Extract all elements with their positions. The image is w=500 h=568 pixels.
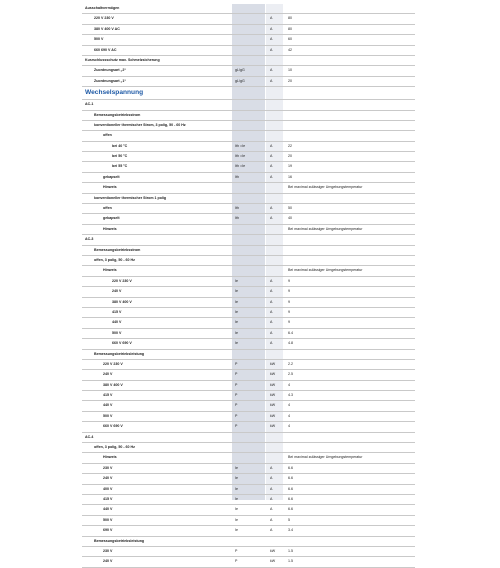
spec-symbol: Ith [235,206,239,211]
spec-label: bei 50 °C [112,154,128,159]
spec-label: Bemessungsbetriebsstrom [94,247,141,252]
spec-symbol: Ie [235,330,238,335]
spec-row [82,318,415,328]
spec-row [82,557,415,567]
spec-value: 9 [288,299,290,304]
spec-row [82,401,415,411]
spec-row [82,100,415,110]
spec-label: 240 V [103,559,113,564]
spec-symbol: P [235,393,238,398]
spec-row [82,14,415,24]
spec-label: 440 V [112,320,122,325]
spec-unit: A [270,68,273,73]
spec-unit: kW [270,548,276,553]
spec-label: offen [103,206,112,211]
spec-label: 690 V [103,528,113,533]
spec-label: 240 V [103,476,113,481]
spec-row [82,329,415,339]
spec-unit: A [270,37,273,42]
spec-unit: A [270,496,273,501]
spec-unit: A [270,486,273,491]
spec-unit: A [270,143,273,148]
spec-value: 1.5 [288,559,293,564]
spec-unit: kW [270,559,276,564]
spec-row [82,516,415,526]
spec-symbol: P [235,559,238,564]
spec-row [82,287,415,297]
spec-symbol: Ie [235,476,238,481]
spec-symbol: Ie [235,341,238,346]
spec-value: 4.3 [288,393,293,398]
spec-unit: A [270,517,273,522]
spec-label: 660 V 690 V [103,424,123,429]
spec-row [82,173,415,183]
spec-label: 500 V [103,517,113,522]
spec-label: 240 V [112,289,122,294]
spec-row [82,35,415,45]
spec-row [82,25,415,35]
spec-symbol: Ith [235,216,239,221]
spec-label: AC-1 [85,102,94,107]
spec-value: 6.4 [288,330,293,335]
spec-value: 2.5 [288,372,293,377]
spec-symbol: P [235,424,238,429]
spec-label: 660 690 V AC [94,47,117,52]
spec-value: 22 [288,143,292,148]
spec-label: 415 V [103,393,113,398]
spec-label: 380 V 400 V [112,299,132,304]
section-title: Wechselspannung [85,89,144,97]
section-heading [82,87,415,100]
datasheet-page [82,0,415,564]
spec-symbol: Ie [235,496,238,501]
spec-label: Kurzschlussschutz max. Schmelzsicherung [85,57,160,62]
spec-label: Zuordnungsart „2“ [94,68,127,73]
spec-row [82,464,415,474]
spec-value: 80 [288,16,292,21]
spec-unit: kW [270,393,276,398]
spec-value: Bei maximal zulässiger Umgebungstemperatur [288,268,363,273]
spec-row [82,56,415,66]
spec-unit: kW [270,361,276,366]
spec-label: 415 V [112,309,122,314]
spec-value: 4 [288,424,290,429]
spec-row [82,111,415,121]
spec-value: 42 [288,47,292,52]
spec-label: Hinweis [103,455,117,460]
spec-value: 5 [288,517,290,522]
spec-unit: A [270,174,273,179]
spec-unit: A [270,278,273,283]
spec-row [82,391,415,401]
spec-label: Hinweis [103,226,117,231]
spec-symbol: Ie [235,299,238,304]
spec-label: Ausschaltvermögen [85,6,120,10]
spec-unit: A [270,309,273,314]
spec-symbol: P [235,372,238,377]
spec-label: 380 V 400 V AC [94,26,120,31]
spec-row [82,152,415,162]
spec-unit: kW [270,413,276,418]
spec-row [82,235,415,245]
spec-row [82,256,415,266]
spec-label: 380 V 400 V [103,382,123,387]
spec-row [82,131,415,141]
spec-row [82,194,415,204]
spec-unit: A [270,16,273,21]
spec-row [82,277,415,287]
spec-label: AC-4 [85,434,94,439]
spec-unit: kW [270,372,276,377]
spec-value: 1.5 [288,548,293,553]
spec-value: 9 [288,320,290,325]
spec-row [82,381,415,391]
spec-row [82,505,415,515]
spec-unit: A [270,507,273,512]
spec-value: 4 [288,382,290,387]
spec-label: Bemessungsbetriebsstrom [94,112,141,117]
spec-symbol: Ie [235,289,238,294]
spec-unit: A [270,78,273,83]
spec-symbol: Ie [235,309,238,314]
spec-label: gekapselt [103,216,120,221]
spec-value: Bei maximal zulässiger Umgebungstemperatur [288,226,363,231]
spec-label: 440 V [103,403,113,408]
spec-value: 16 [288,174,292,179]
spec-row [82,422,415,432]
spec-label: gekapselt [103,174,120,179]
spec-unit: A [270,299,273,304]
spec-value: 40 [288,216,292,221]
spec-row [82,162,415,172]
spec-unit: A [270,289,273,294]
spec-symbol: Ie [235,528,238,533]
spec-value: 4 [288,413,290,418]
spec-unit: A [270,465,273,470]
spec-unit: A [270,330,273,335]
spec-label: bei 40 °C [112,143,128,148]
spec-symbol: Ith =Ie [235,164,246,169]
spec-row [82,350,415,360]
spec-symbol: Ie [235,486,238,491]
spec-row [82,121,415,131]
spec-label: offen, 3 polig, 50 - 60 Hz [94,257,135,262]
spec-label: Hinweis [103,185,117,190]
spec-value: 20 [288,154,292,159]
spec-symbol: Ie [235,320,238,325]
spec-symbol: P [235,403,238,408]
spec-table [82,4,415,568]
spec-value: 2.2 [288,361,293,366]
spec-value: Bei maximal zulässiger Umgebungstemperatur [288,455,363,460]
spec-symbol: gL/gG [235,78,245,83]
spec-unit: A [270,216,273,221]
spec-label: 400 V [103,486,113,491]
spec-label: 500 V [94,37,104,42]
spec-label: Hinweis [103,268,117,273]
spec-row [82,339,415,349]
spec-value: 4 [288,403,290,408]
spec-row [82,225,415,235]
spec-value: 9 [288,309,290,314]
spec-symbol: Ith [235,174,239,179]
spec-value: 19 [288,164,292,169]
spec-label: konventioneller thermischer Strom, 3 polig, 50 - 60 Hz [94,122,186,127]
spec-label: 220 V 230 V [103,361,123,366]
spec-label: offen [103,133,112,138]
spec-row [82,204,415,214]
spec-value: 60 [288,37,292,42]
spec-label: AC-3 [85,237,94,242]
spec-row [82,266,415,276]
spec-unit: kW [270,424,276,429]
spec-label: 240 V [103,372,113,377]
spec-unit: A [270,320,273,325]
spec-symbol: P [235,361,238,366]
spec-value: 6.6 [288,496,293,501]
spec-row [82,370,415,380]
spec-value: Bei maximal zulässiger Umgebungstemperatur [288,185,363,190]
spec-label: Bemessungsbetriebsleistung [94,538,145,543]
spec-value: 80 [288,26,292,31]
spec-unit: kW [270,382,276,387]
spec-symbol: gL/gG [235,68,245,73]
spec-unit: A [270,154,273,159]
spec-unit: A [270,528,273,533]
spec-unit: A [270,206,273,211]
spec-row [82,4,415,14]
spec-label: 230 V [103,465,113,470]
spec-symbol: Ith =Ie [235,143,246,148]
spec-row [82,474,415,484]
spec-value: 6.6 [288,507,293,512]
spec-row [82,485,415,495]
spec-label: 500 V [103,413,113,418]
spec-symbol: P [235,382,238,387]
spec-value: 6.6 [288,486,293,491]
spec-value: 9 [288,289,290,294]
spec-symbol: Ith =Ie [235,154,246,159]
spec-label: bei 55 °C [112,164,128,169]
spec-value: 9 [288,278,290,283]
spec-unit: A [270,476,273,481]
spec-label: 230 V [103,548,113,553]
spec-label: 220 V 230 V [94,16,114,21]
spec-label: offen, 3 polig, 50 - 60 Hz [94,445,135,450]
spec-row [82,142,415,152]
spec-label: 415 V [103,496,113,501]
spec-row [82,246,415,256]
spec-symbol: Ie [235,517,238,522]
spec-symbol: P [235,413,238,418]
spec-value: 20 [288,78,292,83]
spec-label: 500 V [112,330,122,335]
spec-row [82,453,415,463]
spec-value: 50 [288,206,292,211]
spec-value: 6.6 [288,465,293,470]
spec-symbol: Ie [235,278,238,283]
spec-value: 6.6 [288,476,293,481]
spec-value: 3.4 [288,528,293,533]
spec-label: 440 V [103,507,113,512]
spec-label: Bemessungsbetriebsleistung [94,351,145,356]
spec-unit: A [270,47,273,52]
spec-row [82,547,415,557]
spec-row [82,77,415,87]
spec-row [82,495,415,505]
spec-unit: A [270,341,273,346]
spec-unit: A [270,26,273,31]
spec-label: Zuordnungsart „1“ [94,78,127,83]
spec-symbol: Ie [235,465,238,470]
spec-label: konventioneller thermischer Strom 1 polig [94,195,167,200]
spec-symbol: Ie [235,507,238,512]
spec-row [82,298,415,308]
spec-value: 4.8 [288,341,293,346]
spec-row [82,214,415,224]
spec-label: 220 V 230 V [112,278,132,283]
spec-symbol: P [235,548,238,553]
spec-row [82,360,415,370]
spec-row [82,443,415,453]
spec-row [82,537,415,547]
spec-row [82,46,415,56]
spec-value: 10 [288,68,292,73]
spec-row [82,433,415,443]
spec-row [82,412,415,422]
spec-row [82,526,415,536]
spec-row [82,183,415,193]
spec-row [82,66,415,76]
spec-row [82,308,415,318]
spec-label: 660 V 690 V [112,341,132,346]
spec-unit: kW [270,403,276,408]
spec-unit: A [270,164,273,169]
